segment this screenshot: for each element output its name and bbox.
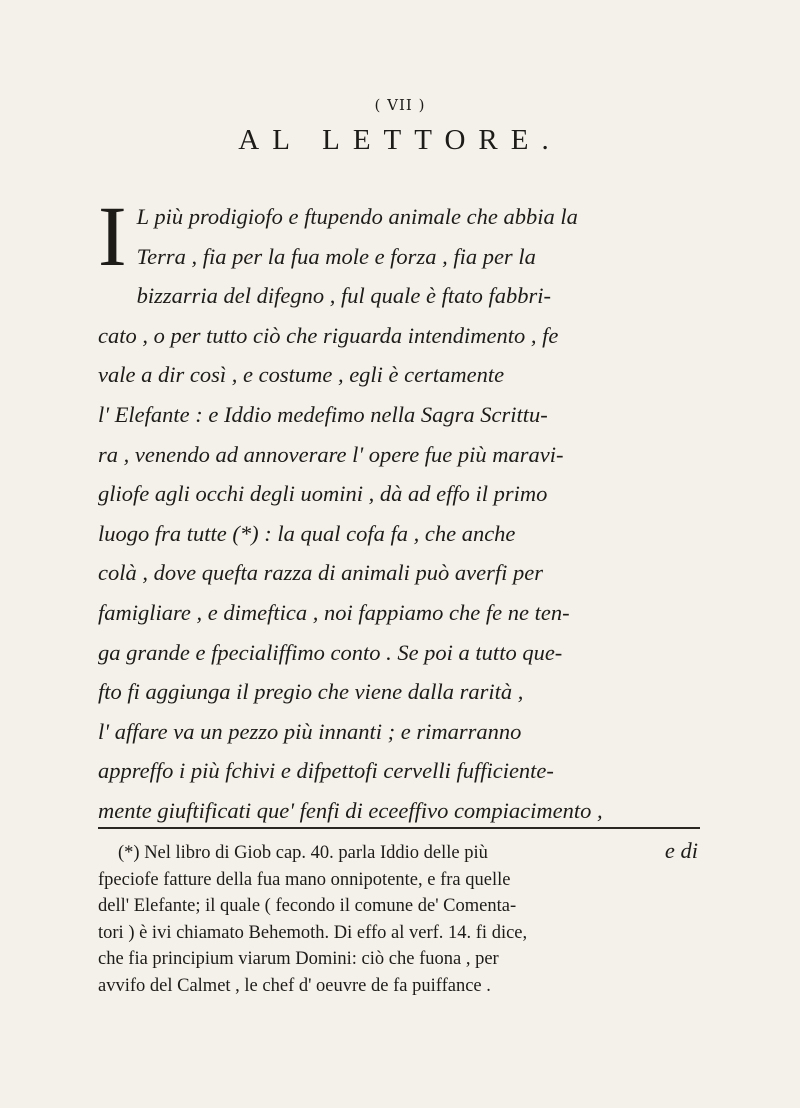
catchword: e di — [664, 837, 698, 863]
body-line: l' affare va un pezzo più innanti ; e rimarranno — [98, 718, 522, 744]
body-line: luogo fra tutte (*) : la qual cofa fa , che anche — [98, 520, 516, 546]
body-line: famigliare , e dimeftica , noi fappiamo che fe ne ten- — [98, 599, 570, 625]
body-line: Terra , fia per la fua mole e forza , fia per la — [136, 243, 536, 269]
body-line: cato , o per tutto ciò che riguarda intendimento , fe — [98, 322, 559, 348]
body-line: L più prodigiofo e ftupendo animale che abbia la — [136, 204, 578, 229]
body-line: vale a dir così , e costume , egli è certamente — [98, 362, 505, 388]
footnote-line: tori ) è ivi chiamato Behemoth. Di effo al verf. 14. fi dice, — [98, 922, 528, 943]
body-line: ra , venendo ad annoverare l' opere fue più maravi- — [98, 441, 564, 467]
footnote-line: (*) Nel libro di Giob cap. 40. parla Iddio delle più — [118, 843, 488, 863]
footnote-line: dell' Elefante; il quale ( fecondo il comune de' Comenta- — [98, 896, 517, 916]
body-line: appreffo i più fchivi e difpettofi cervelli fufficiente- — [98, 758, 554, 784]
page-heading: AL LETTORE. — [238, 124, 562, 156]
page-number: ( VII ) — [374, 96, 426, 114]
footnote-line: fpeciofe fatture della fua mano onnipotente, e fra quelle — [98, 869, 511, 890]
body-line: mente giuftificati que' fenfi di eceeffivo compiacimento , — [98, 797, 603, 823]
body-line: colà , dove quefta razza di animali può averfi per — [98, 560, 543, 586]
footnote-divider — [98, 827, 700, 829]
footnote — [98, 840, 698, 999]
body-line: bizzarria del difegno , ful quale è ftato fabbri- — [136, 283, 552, 309]
body-text — [98, 188, 698, 870]
body-line: l' Elefante : e Iddio medefimo nella Sagra Scrittu- — [98, 401, 548, 427]
body-line: ga grande e fpecialiffimo conto . Se poi a tutto que- — [98, 639, 563, 665]
drop-cap: I — [98, 188, 127, 284]
footnote-line: avvifo del Calmet , le chef d' oeuvre de fa puiffance . — [98, 975, 491, 996]
footnote-line: che fia principium viarum Domini: ciò che fuona , per — [98, 949, 499, 969]
body-line: fto fi aggiunga il pregio che viene dalla rarità , — [98, 679, 524, 705]
body-line: gliofe agli occhi degli uomini , dà ad effo il primo — [98, 481, 548, 507]
